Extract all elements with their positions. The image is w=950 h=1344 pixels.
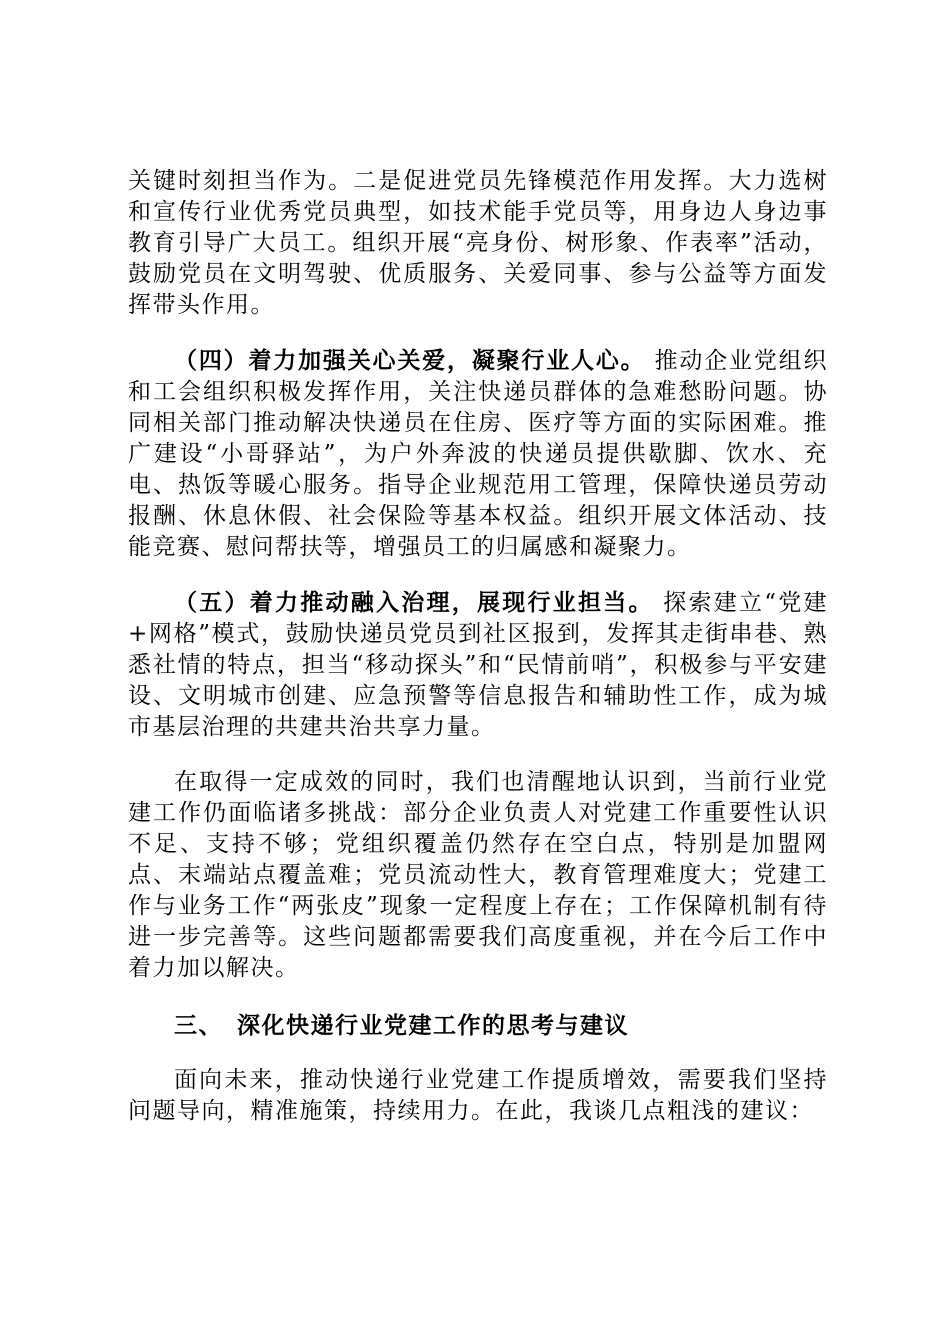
paragraph-continuation: 关键时刻担当作为。二是促进党员先锋模范作用发挥。大力选树和宣传行业优秀党员典型，如技术能手党员等，用身边人身边事教育引导广大员工。组织开展“亮身份、树形象、作表率”活动，鼓励党员在文明驾驶、优质服务、关爱同事、参与公益等方面发挥带头作用。 — [128, 168, 828, 318]
paragraph-challenges: 在取得一定成效的同时，我们也清醒地认识到，当前行业党建工作仍面临诸多挑战：部分企业负责人对党建工作重要性认识不足、支持不够；党组织覆盖仍然存在空白点，特别是加盟网点、末端站点覆盖难；党员流动性大，教育管理难度大；党建工作与业务工作“两张皮”现象一定程度上存在；工作保障机制有待进一步完善等。这些问题都需要我们高度重视，并在今后工作中着力加以解决。 — [128, 769, 828, 981]
section-five-body: 探索建立“党建+网格”模式，鼓励快递员党员到社区报到，发挥其走街串巷、熟悉社情的特点，担当“移动探头”和“民情前哨”，积极参与平安建设、文明城市创建、应急预警等信息报告和辅助性工作，成为城市基层治理的共建共治共享力量。 — [128, 590, 829, 740]
heading-title: 深化快递行业党建工作的思考与建议 — [237, 1012, 629, 1039]
paragraph-section-five — [128, 587, 828, 743]
section-heading-three — [128, 1010, 828, 1041]
section-four-body: 推动企业党组织和工会组织积极发挥作用，关注快递员群体的急难愁盼问题。协同相关部门推动解决快递员在住房、医疗等方面的实际困难。推广建设“小哥驿站”，为户外奔波的快递员提供歇脚、饮水、充电、热饭等暖心服务。指导企业规范用工管理，保障快递员劳动报酬、休息休假、社会保险等基本权益。组织开展文体活动、技能竞赛、慰问帮扶等，增强员工的归属感和凝聚力。 — [128, 348, 828, 560]
paragraph-section-four — [128, 345, 828, 563]
section-four-lead: （四）着力加强关心关爱，凝聚行业人心。 — [174, 347, 646, 374]
paragraph-future: 面向未来，推动快递行业党建工作提质增效，需要我们坚持问题导向，精准施策，持续用力。在此，我谈几点粗浅的建议： — [128, 1067, 828, 1124]
heading-number: 三、 — [174, 1012, 223, 1039]
document-page — [128, 166, 828, 1127]
section-five-lead: （五）着力推动融入治理，展现行业担当。 — [174, 589, 654, 616]
